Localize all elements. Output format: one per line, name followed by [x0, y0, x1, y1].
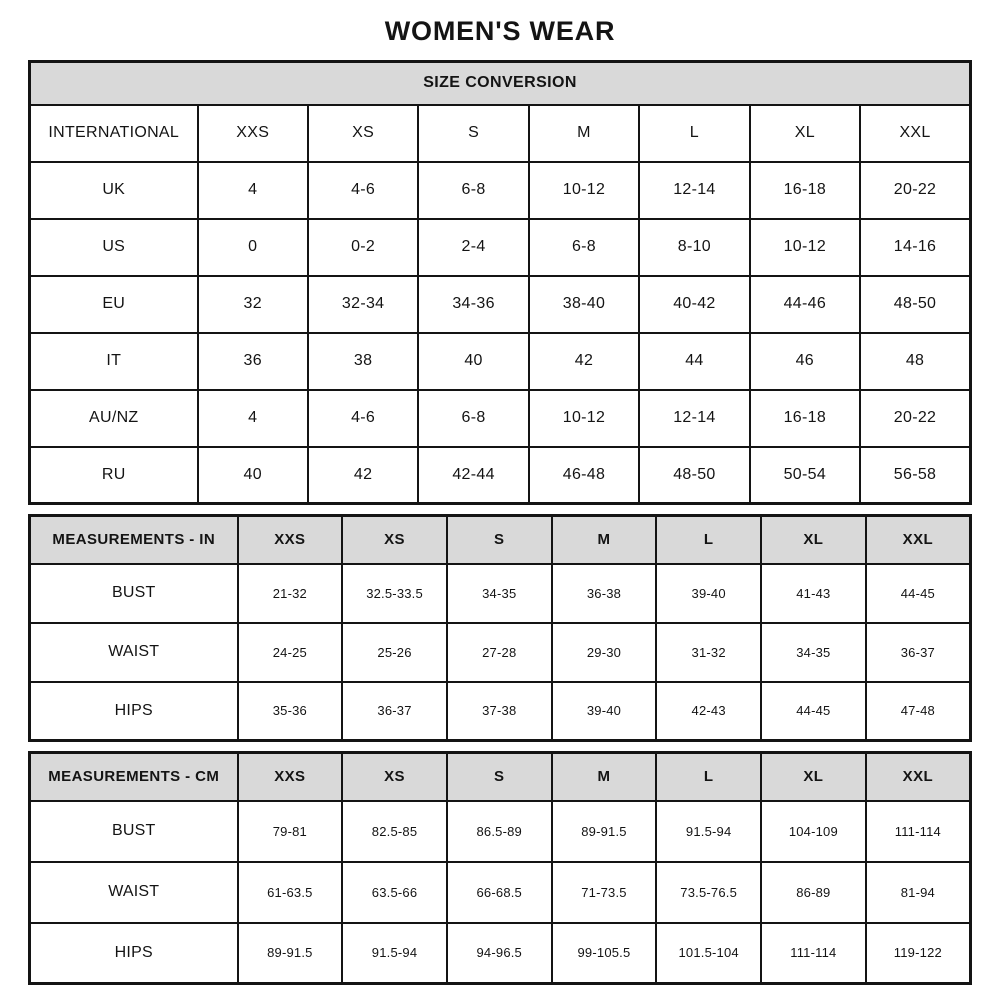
- value-cell: 111-114: [761, 923, 866, 984]
- value-cell: 12-14: [639, 162, 749, 219]
- table-header-row: [30, 105, 971, 162]
- row-label-cell: WAIST: [30, 862, 238, 923]
- value-cell: 36-37: [342, 682, 447, 741]
- value-cell: 39-40: [552, 682, 657, 741]
- value-cell: 56-58: [860, 447, 970, 504]
- column-header-cell: XXL: [866, 753, 971, 801]
- value-cell: 50-54: [750, 447, 860, 504]
- row-label-cell: EU: [30, 276, 198, 333]
- value-cell: 40-42: [639, 276, 749, 333]
- value-cell: 44-45: [761, 682, 866, 741]
- table-header-row: [30, 516, 971, 564]
- table-row: [30, 801, 971, 862]
- table-row: [30, 623, 971, 682]
- table-header-row: [30, 753, 971, 801]
- value-cell: 44-45: [866, 564, 971, 623]
- value-cell: 38: [308, 333, 418, 390]
- value-cell: 48: [860, 333, 970, 390]
- value-cell: 104-109: [761, 801, 866, 862]
- table-row: [30, 923, 971, 984]
- value-cell: 32.5-33.5: [342, 564, 447, 623]
- column-header-cell: XXL: [866, 516, 971, 564]
- value-cell: 86-89: [761, 862, 866, 923]
- value-cell: 34-35: [761, 623, 866, 682]
- column-header-cell: XS: [342, 516, 447, 564]
- value-cell: 35-36: [238, 682, 343, 741]
- table-row: [30, 447, 971, 504]
- value-cell: 2-4: [418, 219, 528, 276]
- row-label-cell: IT: [30, 333, 198, 390]
- measurements-cm-table: [28, 751, 972, 985]
- value-cell: 4: [198, 162, 308, 219]
- table-row: [30, 564, 971, 623]
- value-cell: 40: [418, 333, 528, 390]
- value-cell: 46: [750, 333, 860, 390]
- value-cell: 6-8: [418, 162, 528, 219]
- value-cell: 36: [198, 333, 308, 390]
- table-row: [30, 162, 971, 219]
- row-label-cell: RU: [30, 447, 198, 504]
- value-cell: 20-22: [860, 162, 970, 219]
- value-cell: 14-16: [860, 219, 970, 276]
- row-label-cell: HIPS: [30, 682, 238, 741]
- value-cell: 89-91.5: [238, 923, 343, 984]
- value-cell: 99-105.5: [552, 923, 657, 984]
- row-label-cell: BUST: [30, 564, 238, 623]
- column-header-cell: L: [639, 105, 749, 162]
- page-title: WOMEN'S WEAR: [384, 16, 616, 46]
- value-cell: 25-26: [342, 623, 447, 682]
- value-cell: 32: [198, 276, 308, 333]
- value-cell: 29-30: [552, 623, 657, 682]
- value-cell: 34-36: [418, 276, 528, 333]
- row-label-cell: WAIST: [30, 623, 238, 682]
- value-cell: 40: [198, 447, 308, 504]
- column-header-cell: XL: [761, 753, 866, 801]
- value-cell: 4-6: [308, 162, 418, 219]
- column-header-cell: M: [529, 105, 639, 162]
- value-cell: 44: [639, 333, 749, 390]
- column-header-cell: S: [418, 105, 528, 162]
- value-cell: 21-32: [238, 564, 343, 623]
- value-cell: 10-12: [529, 390, 639, 447]
- value-cell: 42-44: [418, 447, 528, 504]
- table-row: [30, 390, 971, 447]
- size-conversion-table: [28, 60, 972, 505]
- value-cell: 48-50: [860, 276, 970, 333]
- value-cell: 73.5-76.5: [656, 862, 761, 923]
- table-title-cell: SIZE CONVERSION: [30, 62, 971, 105]
- value-cell: 10-12: [529, 162, 639, 219]
- column-header-cell: XXS: [198, 105, 308, 162]
- value-cell: 16-18: [750, 390, 860, 447]
- row-label-cell: AU/NZ: [30, 390, 198, 447]
- column-header-cell: XL: [761, 516, 866, 564]
- value-cell: 82.5-85: [342, 801, 447, 862]
- value-cell: 20-22: [860, 390, 970, 447]
- value-cell: 86.5-89: [447, 801, 552, 862]
- column-header-cell: XS: [342, 753, 447, 801]
- value-cell: 41-43: [761, 564, 866, 623]
- row-label-cell: US: [30, 219, 198, 276]
- value-cell: 0: [198, 219, 308, 276]
- value-cell: 66-68.5: [447, 862, 552, 923]
- value-cell: 27-28: [447, 623, 552, 682]
- value-cell: 37-38: [447, 682, 552, 741]
- value-cell: 48-50: [639, 447, 749, 504]
- column-header-cell: XS: [308, 105, 418, 162]
- value-cell: 111-114: [866, 801, 971, 862]
- table-row: [30, 333, 971, 390]
- column-header-cell: S: [447, 753, 552, 801]
- value-cell: 10-12: [750, 219, 860, 276]
- value-cell: 24-25: [238, 623, 343, 682]
- value-cell: 32-34: [308, 276, 418, 333]
- row-label-cell: HIPS: [30, 923, 238, 984]
- value-cell: 46-48: [529, 447, 639, 504]
- table-row: [30, 276, 971, 333]
- value-cell: 34-35: [447, 564, 552, 623]
- column-header-cell: M: [552, 516, 657, 564]
- value-cell: 0-2: [308, 219, 418, 276]
- column-header-cell: XXS: [238, 753, 343, 801]
- value-cell: 44-46: [750, 276, 860, 333]
- column-header-cell: INTERNATIONAL: [30, 105, 198, 162]
- table-title-cell: MEASUREMENTS - IN: [30, 516, 238, 564]
- value-cell: 4-6: [308, 390, 418, 447]
- value-cell: 101.5-104: [656, 923, 761, 984]
- value-cell: 71-73.5: [552, 862, 657, 923]
- table-row: [30, 219, 971, 276]
- row-label-cell: UK: [30, 162, 198, 219]
- value-cell: 94-96.5: [447, 923, 552, 984]
- column-header-cell: XXL: [860, 105, 970, 162]
- value-cell: 42: [529, 333, 639, 390]
- value-cell: 79-81: [238, 801, 343, 862]
- table-title-cell: MEASUREMENTS - CM: [30, 753, 238, 801]
- value-cell: 47-48: [866, 682, 971, 741]
- value-cell: 91.5-94: [342, 923, 447, 984]
- value-cell: 12-14: [639, 390, 749, 447]
- value-cell: 31-32: [656, 623, 761, 682]
- column-header-cell: M: [552, 753, 657, 801]
- value-cell: 36-38: [552, 564, 657, 623]
- value-cell: 4: [198, 390, 308, 447]
- value-cell: 119-122: [866, 923, 971, 984]
- value-cell: 89-91.5: [552, 801, 657, 862]
- value-cell: 36-37: [866, 623, 971, 682]
- value-cell: 81-94: [866, 862, 971, 923]
- column-header-cell: XL: [750, 105, 860, 162]
- table-row: [30, 682, 971, 741]
- column-header-cell: XXS: [238, 516, 343, 564]
- column-header-cell: S: [447, 516, 552, 564]
- column-header-cell: L: [656, 753, 761, 801]
- value-cell: 42: [308, 447, 418, 504]
- value-cell: 91.5-94: [656, 801, 761, 862]
- value-cell: 63.5-66: [342, 862, 447, 923]
- value-cell: 16-18: [750, 162, 860, 219]
- column-header-cell: L: [656, 516, 761, 564]
- table-row: [30, 862, 971, 923]
- value-cell: 6-8: [529, 219, 639, 276]
- value-cell: 6-8: [418, 390, 528, 447]
- value-cell: 8-10: [639, 219, 749, 276]
- measurements-in-table: [28, 514, 972, 742]
- value-cell: 38-40: [529, 276, 639, 333]
- value-cell: 39-40: [656, 564, 761, 623]
- value-cell: 42-43: [656, 682, 761, 741]
- value-cell: 61-63.5: [238, 862, 343, 923]
- row-label-cell: BUST: [30, 801, 238, 862]
